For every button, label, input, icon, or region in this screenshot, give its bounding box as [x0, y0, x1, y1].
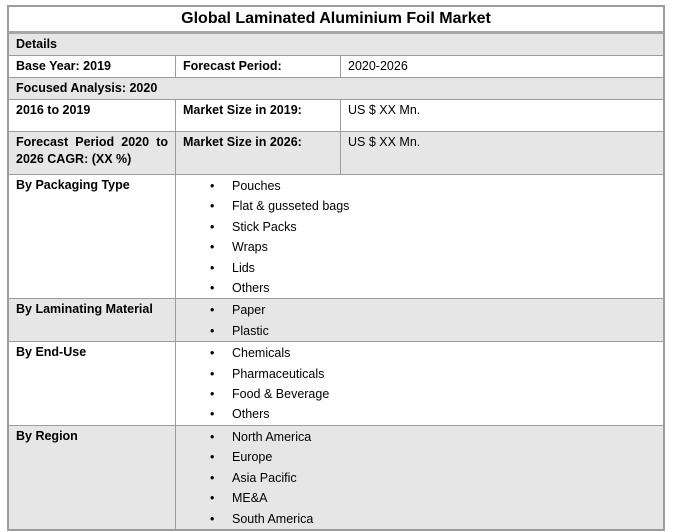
- cagr-row: [9, 132, 663, 175]
- packaging-type-row: [9, 175, 663, 299]
- bullet-icon: •: [210, 366, 215, 381]
- laminating-material-label: By Laminating Material: [16, 302, 153, 317]
- list-item: [176, 258, 663, 278]
- forecast-period-label-cell: Forecast Period:: [183, 59, 282, 73]
- list-item: [176, 468, 663, 488]
- bullet-icon: •: [210, 429, 215, 444]
- focused-analysis-row: [9, 78, 663, 100]
- market-size-2019-value-cell: US $ XX Mn.: [348, 103, 421, 117]
- details-header: Details: [16, 37, 57, 51]
- list-item: [176, 196, 663, 216]
- list-item-label: Pouches: [232, 179, 281, 193]
- list-item-label: Pharmaceuticals: [232, 366, 325, 381]
- bullet-icon: •: [210, 219, 215, 234]
- bullet-icon: •: [210, 323, 215, 338]
- list-item: [176, 300, 663, 320]
- table-title: Global Laminated Aluminium Foil Market: [181, 10, 491, 27]
- end-use-row: [9, 342, 663, 426]
- list-item-label: Plastic: [232, 323, 269, 338]
- list-item: [176, 343, 663, 363]
- list-item-label: Others: [232, 407, 270, 422]
- list-item-label: Europe: [232, 450, 273, 465]
- table-title-row: [9, 7, 663, 34]
- list-item: [176, 364, 663, 384]
- list-item: [176, 217, 663, 237]
- list-item-label: ME&A: [232, 491, 268, 506]
- bullet-icon: •: [210, 511, 215, 526]
- list-item: [176, 278, 663, 298]
- end-use-label: By End-Use: [16, 345, 87, 360]
- list-item-label: Wraps: [232, 240, 268, 255]
- list-item: [176, 509, 663, 529]
- focused-analysis-cell: Focused Analysis: 2020: [16, 81, 158, 95]
- bullet-icon: •: [210, 199, 215, 214]
- list-item: [176, 321, 663, 341]
- bullet-icon: •: [210, 387, 215, 402]
- bullet-icon: •: [210, 491, 215, 506]
- list-item-label: Paper: [232, 303, 266, 318]
- list-item: [176, 427, 663, 447]
- packaging-type-list: [176, 175, 663, 298]
- region-list: [176, 426, 663, 529]
- historic-period-cell: 2016 to 2019: [16, 103, 91, 117]
- list-item-label: South America: [232, 511, 314, 526]
- list-item: [176, 384, 663, 404]
- bullet-icon: •: [210, 407, 215, 422]
- bullet-icon: •: [210, 260, 215, 275]
- bullet-icon: •: [210, 281, 215, 296]
- packaging-type-label: By Packaging Type: [16, 178, 130, 192]
- list-item-label: North America: [232, 429, 312, 444]
- list-item: [176, 404, 663, 424]
- list-item-label: Stick Packs: [232, 219, 297, 234]
- forecast-period-value-cell: 2020-2026: [348, 59, 408, 73]
- market-size-2026-value-cell: US $ XX Mn.: [348, 135, 421, 149]
- region-row: [9, 426, 663, 529]
- list-item-label: Chemicals: [232, 346, 291, 361]
- bullet-icon: •: [210, 179, 215, 193]
- details-header-row: [9, 34, 663, 56]
- bullet-icon: •: [210, 240, 215, 255]
- list-item: [176, 237, 663, 257]
- list-item: [176, 488, 663, 508]
- bullet-icon: •: [210, 450, 215, 465]
- market-summary-table: [7, 5, 665, 531]
- bullet-icon: •: [210, 303, 215, 318]
- bullet-icon: •: [210, 470, 215, 485]
- historic-period-row: [9, 100, 663, 132]
- end-use-list: [176, 342, 663, 425]
- cagr-label-cell: Forecast Period 2020 to 2026 CAGR: (XX %): [16, 135, 168, 166]
- market-size-2019-label-cell: Market Size in 2019:: [183, 103, 302, 117]
- bullet-icon: •: [210, 346, 215, 361]
- base-year-row: [9, 56, 663, 78]
- list-item-label: Lids: [232, 260, 255, 275]
- list-item: [176, 447, 663, 467]
- laminating-material-row: [9, 299, 663, 342]
- market-size-2026-label-cell: Market Size in 2026:: [183, 135, 302, 149]
- laminating-material-list: [176, 299, 663, 341]
- list-item-label: Asia Pacific: [232, 470, 297, 485]
- list-item-label: Flat & gusseted bags: [232, 199, 350, 214]
- list-item-label: Food & Beverage: [232, 387, 330, 402]
- base-year-cell: Base Year: 2019: [16, 59, 111, 73]
- list-item-label: Others: [232, 281, 270, 296]
- list-item: [176, 176, 663, 196]
- region-label: By Region: [16, 428, 78, 443]
